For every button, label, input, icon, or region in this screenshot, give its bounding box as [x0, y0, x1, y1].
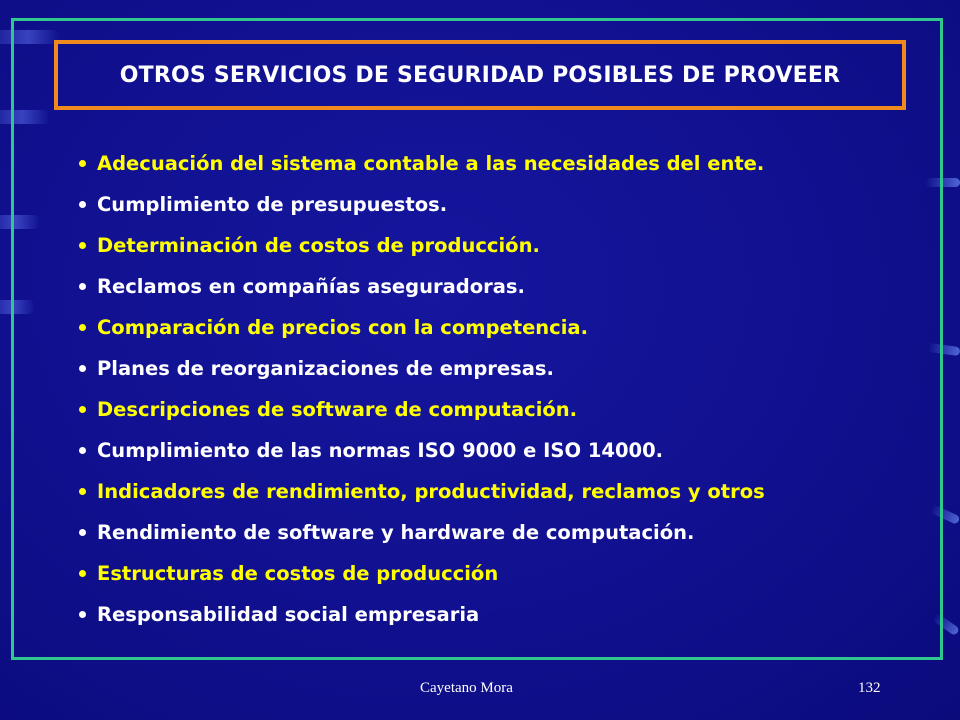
list-item — [76, 553, 765, 594]
bullet-icon — [79, 283, 86, 290]
list-item-text: Comparación de precios con la competencia. — [97, 316, 588, 339]
list-item — [76, 389, 765, 430]
list-item-text: Determinación de costos de producción. — [97, 234, 540, 257]
list-item-text: Rendimiento de software y hardware de computación. — [97, 521, 695, 544]
list-item-text: Reclamos en compañías aseguradoras. — [97, 275, 525, 298]
footer-author: Cayetano Mora — [420, 680, 513, 696]
list-item — [76, 512, 765, 553]
bullet-icon — [79, 488, 86, 495]
list-item — [76, 184, 765, 225]
bullet-icon — [79, 365, 86, 372]
list-item-text: Cumplimiento de presupuestos. — [97, 193, 448, 216]
list-item — [76, 594, 765, 635]
list-item — [76, 307, 765, 348]
list-item-text: Planes de reorganizaciones de empresas. — [97, 357, 554, 380]
list-item-text: Estructuras de costos de producción — [97, 562, 499, 585]
list-item-text: Cumplimiento de las normas ISO 9000 e ISO 14000. — [97, 439, 664, 462]
title-box — [54, 40, 906, 110]
bullet-icon — [79, 611, 86, 618]
bullet-icon — [79, 570, 86, 577]
bullet-icon — [79, 324, 86, 331]
page-number: 132 — [858, 680, 881, 696]
bullet-icon — [79, 447, 86, 454]
bullet-icon — [79, 242, 86, 249]
list-item-text: Indicadores de rendimiento, productividad, reclamos y otros — [97, 480, 765, 503]
list-item — [76, 143, 765, 184]
list-item — [76, 430, 765, 471]
list-item — [76, 348, 765, 389]
list-item-text: Responsabilidad social empresaria — [97, 603, 480, 626]
bullet-icon — [79, 529, 86, 536]
list-item — [76, 471, 765, 512]
list-item-text: Descripciones de software de computación. — [97, 398, 578, 421]
bullet-icon — [79, 160, 86, 167]
slide-title: OTROS SERVICIOS DE SEGURIDAD POSIBLES DE PROVEER — [119, 62, 841, 88]
list-item — [76, 266, 765, 307]
bullet-icon — [79, 201, 86, 208]
list-item — [76, 225, 765, 266]
services-list — [76, 143, 765, 635]
bullet-icon — [79, 406, 86, 413]
list-item-text: Adecuación del sistema contable a las necesidades del ente. — [97, 152, 765, 175]
